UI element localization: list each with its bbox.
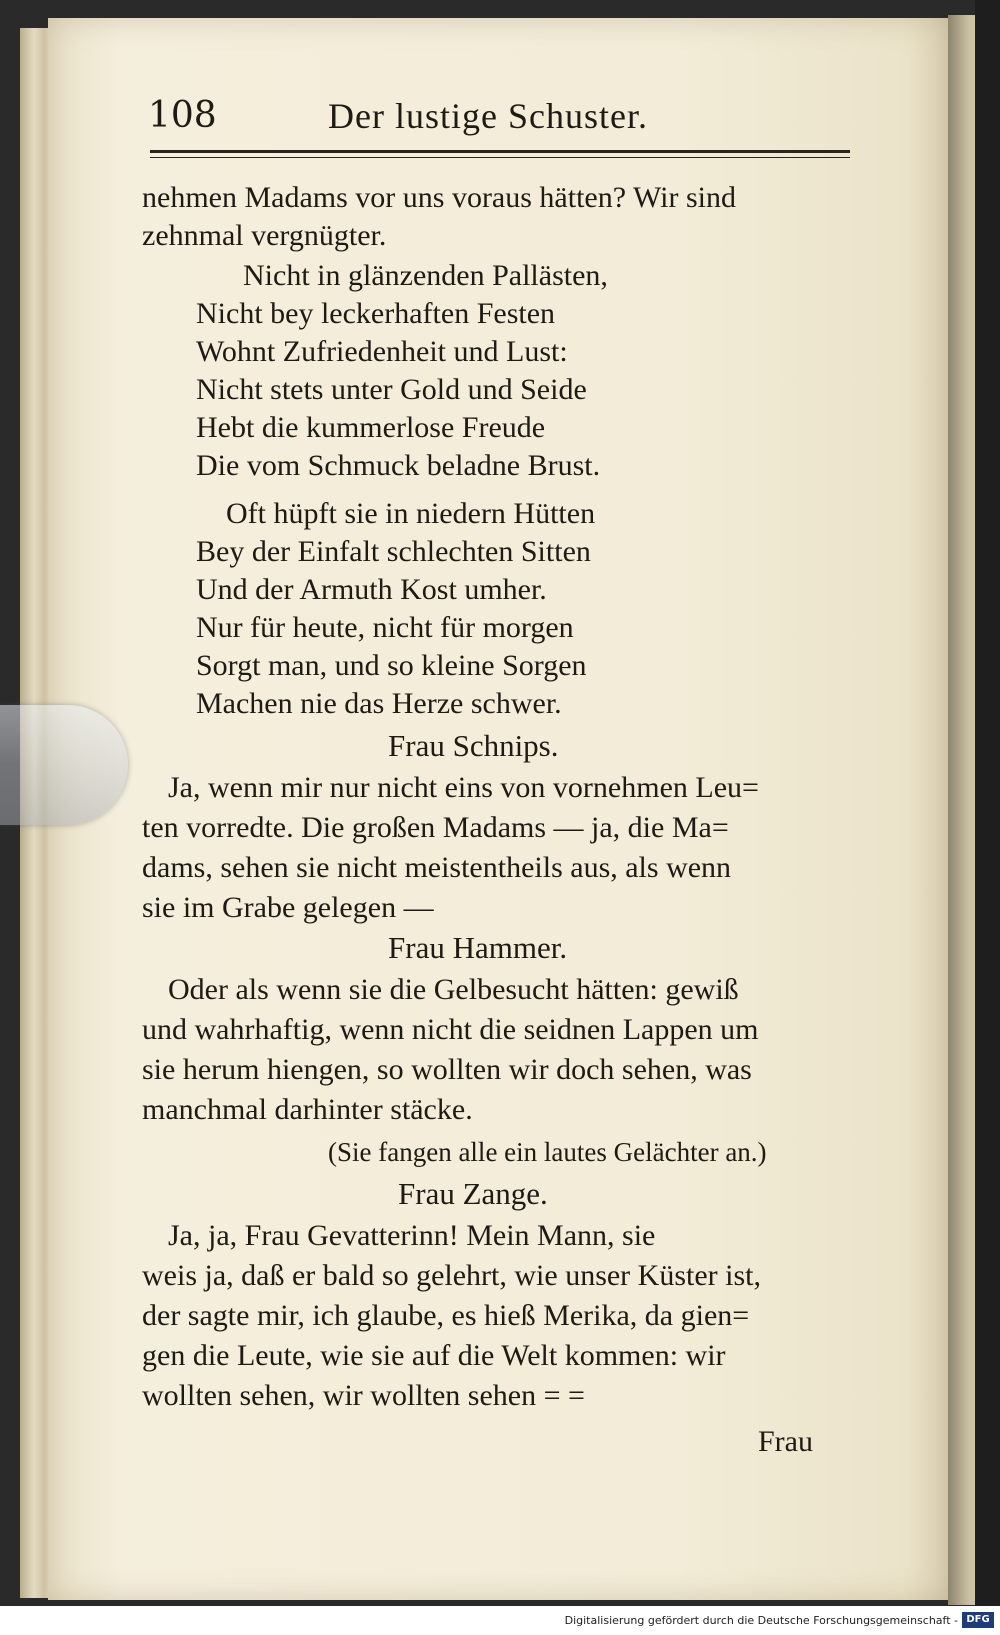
verse-line: Sorgt man, und so kleine Sorgen [196, 649, 587, 682]
page-number: 108 [148, 95, 217, 136]
text-line: wollten sehen, wir wollten sehen = = [142, 1379, 585, 1412]
verse-line: Und der Armuth Kost umher. [196, 573, 547, 606]
text-line: sie herum hiengen, so wollten wir doch sehen, was [142, 1053, 752, 1086]
speaker-name: Frau Hammer. [388, 930, 568, 965]
text-line: manchmal darhinter stäcke. [142, 1093, 473, 1126]
footer-credit: Digitalisierung gefördert durch die Deutsche Forschungsgemeinschaft - [564, 1614, 958, 1627]
text-line: Ja, ja, Frau Gevatterinn! Mein Mann, sie [168, 1219, 656, 1252]
verse-line: Nicht bey leckerhaften Festen [196, 297, 556, 330]
background-dark [975, 0, 1000, 1635]
text-line: und wahrhaftig, wenn nicht die seidnen Lappen um [142, 1013, 759, 1046]
catchword: Frau [758, 1425, 813, 1458]
verse-line: Hebt die kummerlose Freude [196, 411, 546, 444]
dfg-logo: DFG [962, 1612, 994, 1628]
page-clip [0, 705, 128, 825]
header-rule-thin [150, 157, 850, 158]
text-line: ten vorredte. Die großen Madams — ja, die Ma= [142, 811, 729, 844]
text-line: gen die Leute, wie sie auf die Welt kommen: wir [142, 1339, 726, 1372]
text-line: Ja, wenn mir nur nicht eins von vornehmen Leu= [168, 771, 759, 804]
verse-line: Oft hüpft sie in niedern Hütten [226, 497, 596, 530]
verse-line: Wohnt Zufriedenheit und Lust: [196, 335, 568, 368]
running-title: Der lustige Schuster. [328, 96, 648, 136]
text-line: dams, sehen sie nicht meistentheils aus, als wenn [142, 851, 732, 884]
text-line: nehmen Madams vor uns voraus hätten? Wir sind [142, 181, 736, 214]
text-line: Oder als wenn sie die Gelbesucht hätten: gewiß [168, 973, 739, 1006]
verse-line: Nicht stets unter Gold und Seide [196, 373, 587, 406]
text-line: zehnmal vergnügter. [142, 219, 387, 252]
verse-line: Nur für heute, nicht für morgen [196, 611, 574, 644]
text-line: der sagte mir, ich glaube, es hieß Merika, da gien= [142, 1299, 750, 1332]
speaker-name: Frau Zange. [398, 1176, 548, 1211]
stage-direction: (Sie fangen alle ein lautes Gelächter an.) [328, 1137, 767, 1167]
speaker-name: Frau Schnips. [388, 728, 559, 763]
header-rule-thick [150, 150, 850, 153]
verse-line: Machen nie das Herze schwer. [196, 687, 562, 720]
text-line: sie im Grabe gelegen — [142, 891, 434, 924]
verse-line: Bey der Einfalt schlechten Sitten [196, 535, 591, 568]
verse-line: Nicht in glänzenden Pallästen, [243, 259, 608, 292]
verse-line: Die vom Schmuck beladne Brust. [196, 449, 601, 482]
page-header [148, 95, 848, 145]
text-line: weis ja, daß er bald so gelehrt, wie unser Küster ist, [142, 1259, 761, 1292]
